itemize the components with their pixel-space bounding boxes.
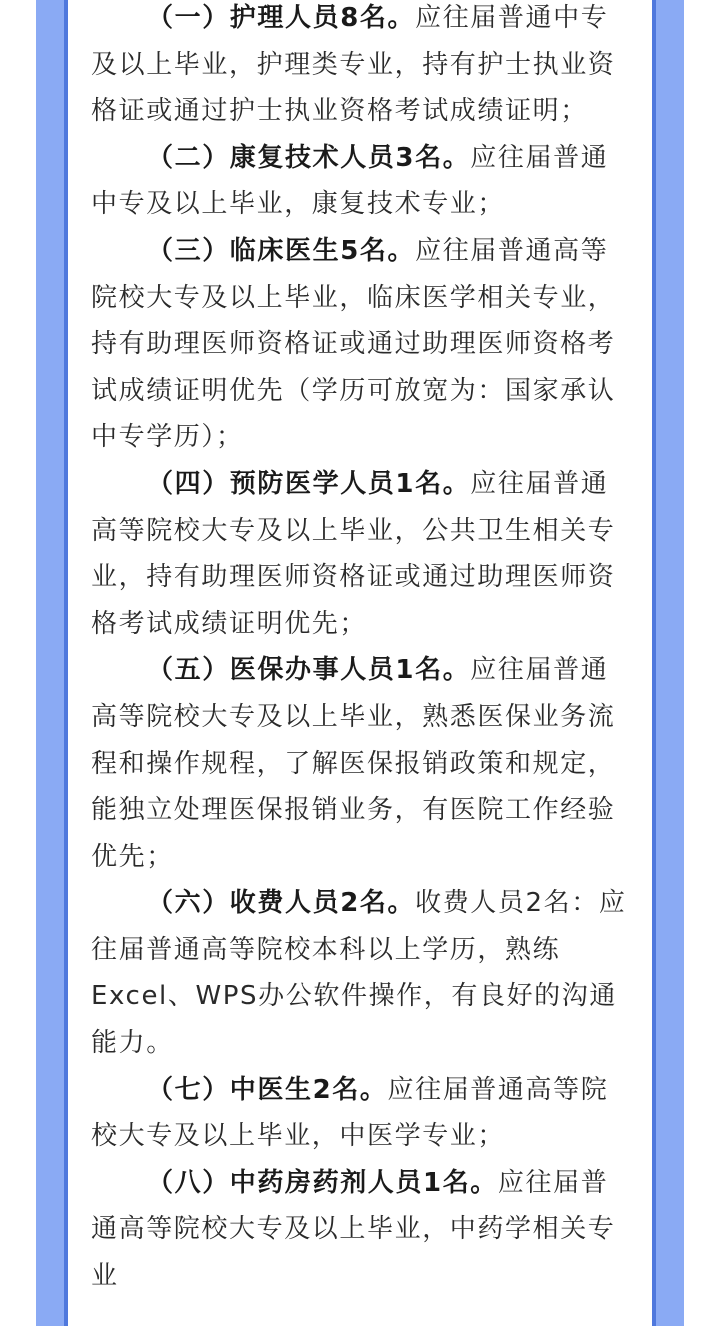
- position-heading: （六）收费人员2名。: [147, 888, 416, 919]
- right-decorative-band: [656, 0, 684, 1326]
- position-heading: （七）中医生2名。: [147, 1074, 388, 1105]
- position-item-5: [91, 647, 631, 880]
- position-heading: （八）中药房药剂人员1名。: [147, 1167, 498, 1198]
- position-requirements: 应往届普通高等院校大专及以上毕业，熟悉医保业务流程和操作规程，了解医保报销政策和规定，能独立处理医保报销业务，有医院工作经验优先；: [91, 655, 616, 872]
- position-item-4: [91, 461, 631, 647]
- position-requirements: 应往届普通中专及以上毕业，康复技术专业；: [91, 142, 609, 220]
- position-requirements: 收费人员2名：应往届普通高等院校本科以上学历，熟练Excel、WPS办公软件操作，有良好的沟通能力。: [91, 888, 627, 1059]
- recruitment-list: [91, 0, 631, 1300]
- position-requirements: 应往届普通高等院校大专及以上毕业，公共卫生相关专业，持有助理医师资格证或通过助理医师资格考试成绩证明优先；: [91, 468, 616, 639]
- position-item-2: [91, 135, 631, 228]
- position-heading: （四）预防医学人员1名。: [147, 468, 471, 499]
- position-item-7: [91, 1067, 631, 1160]
- position-requirements: 应往届普通高等院校大专及以上毕业，临床医学相关专业，持有助理医师资格证或通过助理医师资格考试成绩证明优先（学历可放宽为：国家承认中专学历）；: [91, 235, 616, 453]
- position-item-3: [91, 228, 631, 461]
- position-item-6: [91, 880, 631, 1066]
- left-decorative-band: [36, 0, 64, 1326]
- position-heading: （五）医保办事人员1名。: [147, 655, 471, 686]
- position-item-1: [91, 0, 631, 135]
- position-requirements: 应往届普通高等院校大专及以上毕业，中医学专业；: [91, 1074, 609, 1152]
- position-requirements: 应往届普通高等院校大专及以上毕业，中药学相关专业: [91, 1167, 616, 1292]
- position-heading: （一）护理人员8名。: [147, 3, 416, 33]
- position-item-8: [91, 1160, 631, 1300]
- position-requirements: 应往届普通中专及以上毕业，护理类专业，持有护士执业资格证或通过护士执业资格考试成绩证明；: [91, 3, 616, 127]
- position-heading: （二）康复技术人员3名。: [147, 142, 471, 173]
- position-heading: （三）临床医生5名。: [147, 235, 416, 266]
